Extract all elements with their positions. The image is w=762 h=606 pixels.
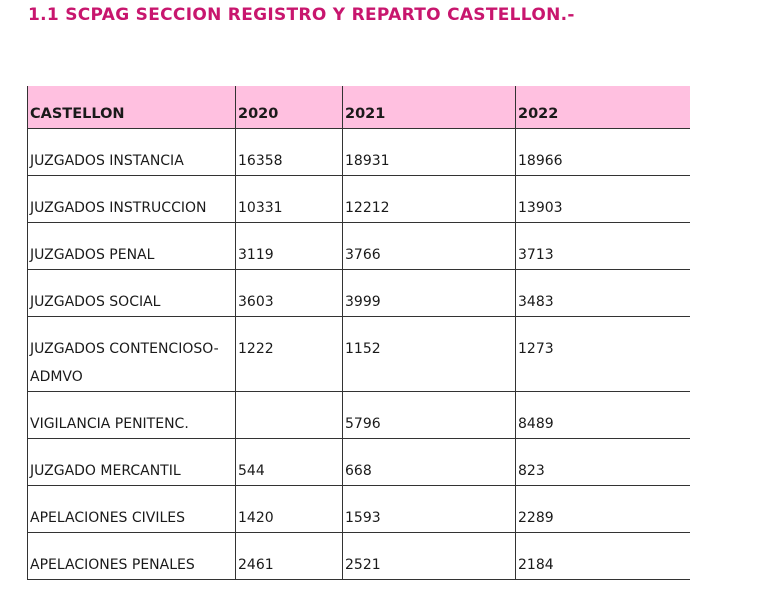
- column-header-2020: 2020: [236, 86, 343, 129]
- cell-2022: 2289: [516, 486, 690, 533]
- table-header-row: [28, 86, 690, 129]
- cell-2021: 668: [343, 439, 516, 486]
- row-label: APELACIONES PENALES: [28, 533, 236, 580]
- cell-2022: 2184: [516, 533, 690, 580]
- table-row: [28, 176, 690, 223]
- table-row: [28, 392, 690, 439]
- cell-2021: 1152: [343, 317, 516, 392]
- cell-2022: 3483: [516, 270, 690, 317]
- table-row: [28, 129, 690, 176]
- cell-2020: 544: [236, 439, 343, 486]
- row-label: JUZGADO MERCANTIL: [28, 439, 236, 486]
- row-label: APELACIONES CIVILES: [28, 486, 236, 533]
- cell-2022: 1273: [516, 317, 690, 392]
- cell-2021: 12212: [343, 176, 516, 223]
- cell-2021: 1593: [343, 486, 516, 533]
- cell-2022: 8489: [516, 392, 690, 439]
- cell-2021: 18931: [343, 129, 516, 176]
- column-header-castellon: CASTELLON: [28, 86, 236, 129]
- cell-2020: 3119: [236, 223, 343, 270]
- table-row: [28, 439, 690, 486]
- cell-2021: 2521: [343, 533, 516, 580]
- cell-2022: 823: [516, 439, 690, 486]
- table-row: [28, 486, 690, 533]
- table-row: [28, 270, 690, 317]
- column-header-2022: 2022: [516, 86, 690, 129]
- cell-2020: 10331: [236, 176, 343, 223]
- cell-2020: 2461: [236, 533, 343, 580]
- row-label: JUZGADOS INSTANCIA: [28, 129, 236, 176]
- row-label: JUZGADOS CONTENCIOSO-ADMVO: [28, 317, 236, 392]
- cell-2020: 1420: [236, 486, 343, 533]
- cell-2022: 3713: [516, 223, 690, 270]
- cell-2021: 5796: [343, 392, 516, 439]
- cell-2022: 13903: [516, 176, 690, 223]
- cell-2021: 3766: [343, 223, 516, 270]
- row-label: JUZGADOS SOCIAL: [28, 270, 236, 317]
- table-row: [28, 223, 690, 270]
- table-row: [28, 533, 690, 580]
- registry-table: [27, 86, 690, 580]
- column-header-2021: 2021: [343, 86, 516, 129]
- table-row: [28, 317, 690, 392]
- cell-2020: [236, 392, 343, 439]
- cell-2020: 1222: [236, 317, 343, 392]
- page-title: 1.1 SCPAG SECCION REGISTRO Y REPARTO CASTELLON.-: [28, 5, 575, 25]
- cell-2021: 3999: [343, 270, 516, 317]
- row-label: JUZGADOS INSTRUCCION: [28, 176, 236, 223]
- cell-2022: 18966: [516, 129, 690, 176]
- cell-2020: 16358: [236, 129, 343, 176]
- cell-2020: 3603: [236, 270, 343, 317]
- row-label: JUZGADOS PENAL: [28, 223, 236, 270]
- row-label: VIGILANCIA PENITENC.: [28, 392, 236, 439]
